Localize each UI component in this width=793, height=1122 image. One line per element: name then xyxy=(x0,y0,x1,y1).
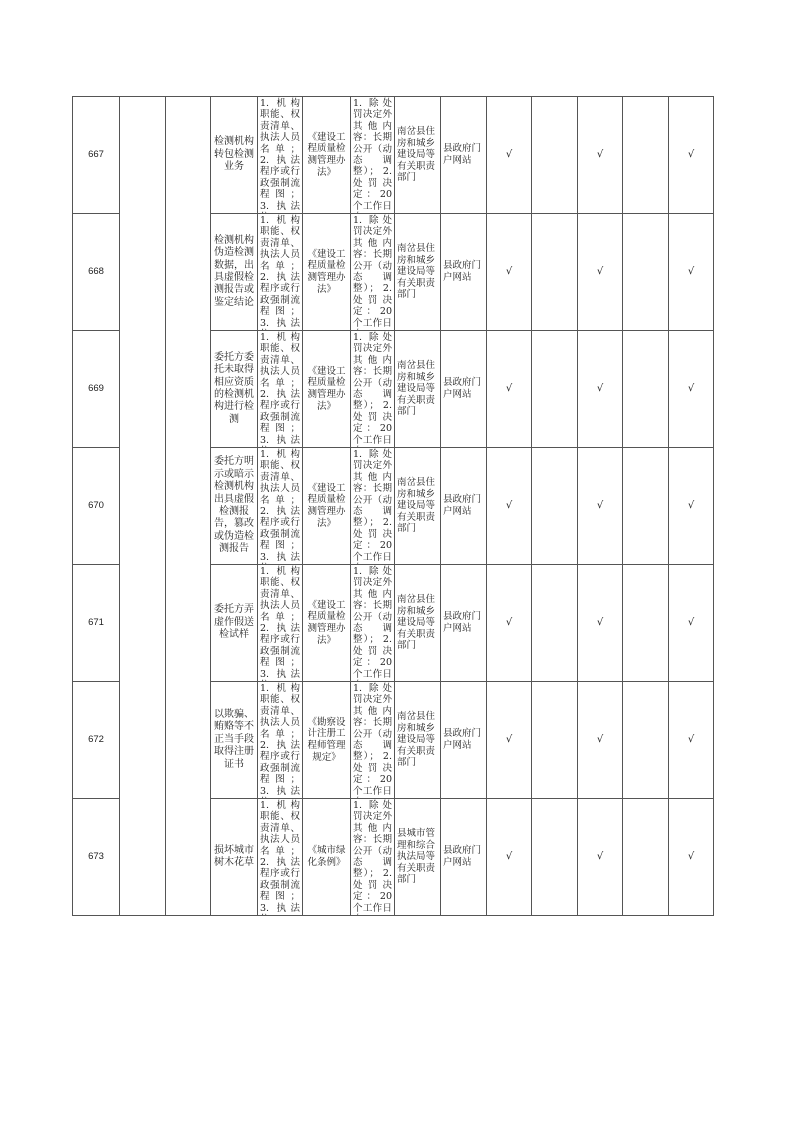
violation-name: 检测机构伪造检测数据，出具虚假检测报告或鉴定结论 xyxy=(211,214,258,331)
disclosure-content-text: 1. 机构职能、权责清单、执法人员名单； 2. 执法程序或行政强制流程图； 3. 执法 xyxy=(260,683,300,797)
violation-name: 检测机构转包检测业务 xyxy=(211,97,258,214)
table-row xyxy=(73,214,714,331)
disclosure-table-sheet xyxy=(72,96,713,914)
blank-cell xyxy=(120,331,166,448)
blank-cell xyxy=(166,214,211,331)
blank-cell xyxy=(120,799,166,916)
disclosure-channel: 县政府门户网站 xyxy=(441,448,487,565)
row-number: 670 xyxy=(73,448,120,565)
check-mark: √ xyxy=(578,97,623,214)
disclosure-basis: 《勘察设计注册工程师管理规定》 xyxy=(303,682,351,799)
disclosure-content xyxy=(258,799,303,916)
violation-name: 委托方弄虚作假送检试样 xyxy=(211,565,258,682)
violation-name: 委托方委托未取得相应资质的检测机构进行检测 xyxy=(211,331,258,448)
check-mark: √ xyxy=(487,97,532,214)
empty-mark-cell xyxy=(532,214,578,331)
row-number: 668 xyxy=(73,214,120,331)
check-mark: √ xyxy=(669,799,714,916)
check-mark: √ xyxy=(578,799,623,916)
check-mark: √ xyxy=(669,331,714,448)
blank-cell xyxy=(120,214,166,331)
disclosure-channel: 县政府门户网站 xyxy=(441,214,487,331)
check-mark: √ xyxy=(487,214,532,331)
disclosure-content xyxy=(258,682,303,799)
empty-mark-cell xyxy=(532,97,578,214)
check-mark: √ xyxy=(578,682,623,799)
empty-mark-cell xyxy=(623,214,669,331)
table-row xyxy=(73,331,714,448)
empty-mark-cell xyxy=(532,565,578,682)
disclosure-content xyxy=(258,331,303,448)
disclosure-channel: 县政府门户网站 xyxy=(441,682,487,799)
disclosure-content-text: 1. 机构职能、权责清单、执法人员名单； 2. 执法程序或行政强制流程图； 3. 执法 xyxy=(260,800,300,914)
check-mark: √ xyxy=(578,331,623,448)
disclosure-time-text: 1. 除处罚决定外其他内容：长期公开（动态调整）； 2. 处罚决定：20个工作日 xyxy=(353,800,392,914)
table-row xyxy=(73,682,714,799)
check-mark: √ xyxy=(669,565,714,682)
empty-mark-cell xyxy=(532,799,578,916)
disclosure-channel: 县政府门户网站 xyxy=(441,565,487,682)
row-number: 667 xyxy=(73,97,120,214)
disclosure-content-text: 1. 机构职能、权责清单、执法人员名单； 2. 执法程序或行政强制流程图； 3. 执法 xyxy=(260,215,300,329)
blank-cell xyxy=(120,97,166,214)
responsible-department: 南岔县住房和城乡建设局等有关职责部门 xyxy=(395,97,441,214)
disclosure-time-text: 1. 除处罚决定外其他内容：长期公开（动态调整）； 2. 处罚决定：20个工作日 xyxy=(353,683,392,797)
violation-name: 以欺骗、贿赂等不正当手段取得注册证书 xyxy=(211,682,258,799)
check-mark: √ xyxy=(669,97,714,214)
responsible-department: 南岔县住房和城乡建设局等有关职责部门 xyxy=(395,565,441,682)
table-row xyxy=(73,799,714,916)
disclosure-channel: 县政府门户网站 xyxy=(441,97,487,214)
disclosure-basis: 《建设工程质量检测管理办法》 xyxy=(303,331,351,448)
row-number: 673 xyxy=(73,799,120,916)
disclosure-time-limit xyxy=(351,565,395,682)
blank-cell xyxy=(166,97,211,214)
check-mark: √ xyxy=(487,331,532,448)
blank-cell xyxy=(166,799,211,916)
empty-mark-cell xyxy=(532,682,578,799)
responsible-department: 南岔县住房和城乡建设局等有关职责部门 xyxy=(395,682,441,799)
disclosure-time-text: 1. 除处罚决定外其他内容：长期公开（动态调整）； 2. 处罚决定：20个工作日 xyxy=(353,332,392,446)
check-mark: √ xyxy=(578,448,623,565)
check-mark: √ xyxy=(487,448,532,565)
disclosure-content-text: 1. 机构职能、权责清单、执法人员名单； 2. 执法程序或行政强制流程图； 3. 执法 xyxy=(260,449,300,563)
table-row xyxy=(73,97,714,214)
disclosure-time-limit xyxy=(351,682,395,799)
disclosure-time-limit xyxy=(351,331,395,448)
table-body xyxy=(73,97,714,916)
disclosure-basis: 《建设工程质量检测管理办法》 xyxy=(303,97,351,214)
empty-mark-cell xyxy=(623,799,669,916)
blank-cell xyxy=(120,448,166,565)
check-mark: √ xyxy=(669,214,714,331)
check-mark: √ xyxy=(487,565,532,682)
disclosure-basis: 《建设工程质量检测管理办法》 xyxy=(303,448,351,565)
empty-mark-cell xyxy=(532,331,578,448)
blank-cell xyxy=(120,565,166,682)
disclosure-time-text: 1. 除处罚决定外其他内容：长期公开（动态调整）； 2. 处罚决定：20个工作日 xyxy=(353,566,392,680)
check-mark: √ xyxy=(669,682,714,799)
check-mark: √ xyxy=(578,565,623,682)
blank-cell xyxy=(120,682,166,799)
responsible-department: 南岔县住房和城乡建设局等有关职责部门 xyxy=(395,331,441,448)
check-mark: √ xyxy=(669,448,714,565)
disclosure-basis: 《建设工程质量检测管理办法》 xyxy=(303,565,351,682)
disclosure-content-text: 1. 机构职能、权责清单、执法人员名单； 2. 执法程序或行政强制流程图； 3. 执法 xyxy=(260,566,300,680)
check-mark: √ xyxy=(487,682,532,799)
disclosure-basis: 《建设工程质量检测管理办法》 xyxy=(303,214,351,331)
disclosure-content xyxy=(258,448,303,565)
blank-cell xyxy=(166,565,211,682)
disclosure-basis: 《城市绿化条例》 xyxy=(303,799,351,916)
check-mark: √ xyxy=(578,214,623,331)
check-mark: √ xyxy=(487,799,532,916)
responsible-department: 县城市管理和综合执法局等有关职责部门 xyxy=(395,799,441,916)
disclosure-content-text: 1. 机构职能、权责清单、执法人员名单； 2. 执法程序或行政强制流程图； 3. 执法 xyxy=(260,332,300,446)
empty-mark-cell xyxy=(623,565,669,682)
table-row xyxy=(73,448,714,565)
disclosure-channel: 县政府门户网站 xyxy=(441,331,487,448)
row-number: 669 xyxy=(73,331,120,448)
blank-cell xyxy=(166,331,211,448)
empty-mark-cell xyxy=(623,448,669,565)
disclosure-time-limit xyxy=(351,214,395,331)
empty-mark-cell xyxy=(623,97,669,214)
disclosure-content xyxy=(258,565,303,682)
blank-cell xyxy=(166,682,211,799)
disclosure-content xyxy=(258,214,303,331)
disclosure-time-limit xyxy=(351,799,395,916)
empty-mark-cell xyxy=(623,331,669,448)
disclosure-table xyxy=(72,96,714,916)
row-number: 672 xyxy=(73,682,120,799)
responsible-department: 南岔县住房和城乡建设局等有关职责部门 xyxy=(395,214,441,331)
disclosure-time-limit xyxy=(351,448,395,565)
blank-cell xyxy=(166,448,211,565)
violation-name: 委托方明示或暗示检测机构出具虚假检测报告，篡改或伪造检测报告 xyxy=(211,448,258,565)
disclosure-time-text: 1. 除处罚决定外其他内容：长期公开（动态调整）； 2. 处罚决定：20个工作日 xyxy=(353,215,392,329)
disclosure-channel: 县政府门户网站 xyxy=(441,799,487,916)
empty-mark-cell xyxy=(532,448,578,565)
violation-name: 损坏城市树木花草 xyxy=(211,799,258,916)
table-row xyxy=(73,565,714,682)
responsible-department: 南岔县住房和城乡建设局等有关职责部门 xyxy=(395,448,441,565)
disclosure-content-text: 1. 机构职能、权责清单、执法人员名单； 2. 执法程序或行政强制流程图； 3. 执法 xyxy=(260,98,300,212)
row-number: 671 xyxy=(73,565,120,682)
empty-mark-cell xyxy=(623,682,669,799)
disclosure-time-text: 1. 除处罚决定外其他内容：长期公开（动态调整）； 2. 处罚决定：20个工作日 xyxy=(353,449,392,563)
disclosure-time-text: 1. 除处罚决定外其他内容：长期公开（动态调整）； 2. 处罚决定：20个工作日 xyxy=(353,98,392,212)
disclosure-time-limit xyxy=(351,97,395,214)
disclosure-content xyxy=(258,97,303,214)
